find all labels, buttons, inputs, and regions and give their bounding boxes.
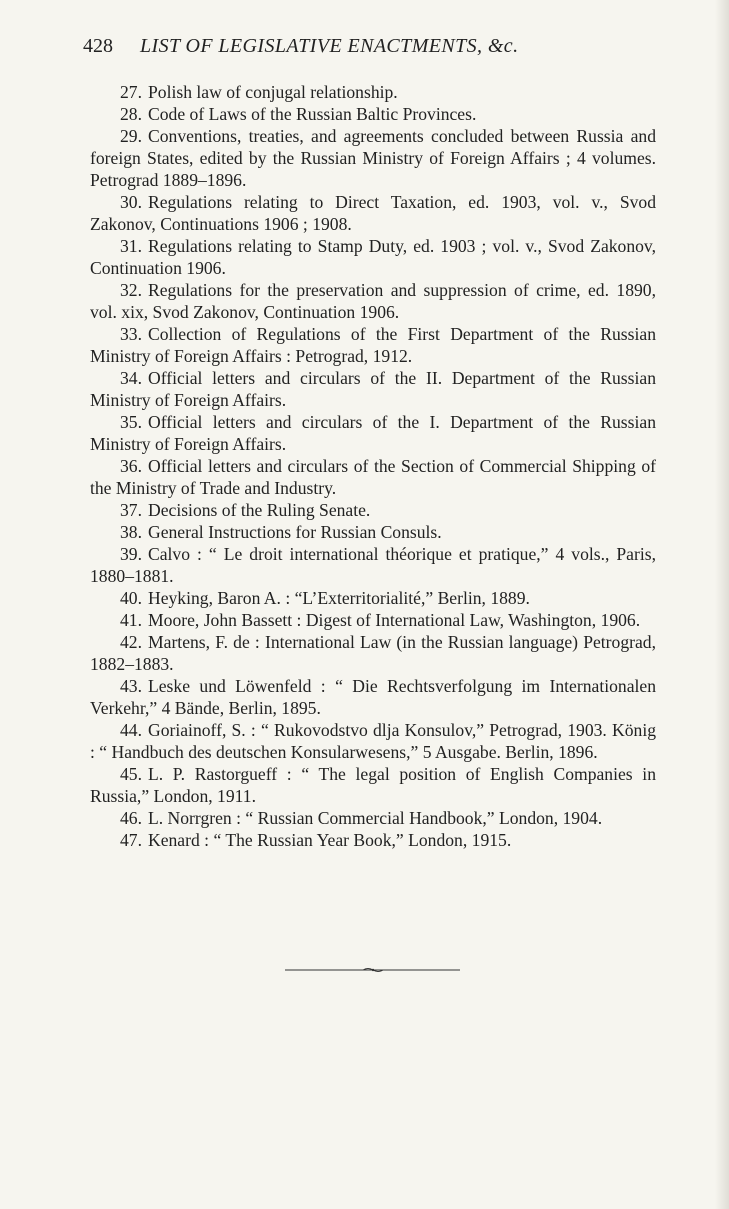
list-item	[90, 631, 656, 675]
list-item	[90, 125, 656, 191]
entry-text: Regulations relating to Stamp Duty, ed. 1903 ; vol. v., Svod Zakonov, Continuation 1906.	[90, 236, 656, 278]
list-item	[90, 367, 656, 411]
entry-number: 34.	[120, 368, 142, 388]
entry-text: Official letters and circulars of the I. Department of the Russian Ministry of Foreign Affairs.	[90, 412, 656, 454]
entry-number: 46.	[120, 808, 142, 828]
page-number: 428	[83, 35, 113, 57]
entry-number: 36.	[120, 456, 142, 476]
entry-number: 47.	[120, 830, 142, 850]
entry-text: Martens, F. de : International Law (in the Russian language) Petrograd, 1882–1883.	[90, 632, 656, 674]
list-item	[90, 323, 656, 367]
list-item	[90, 675, 656, 719]
entry-number: 41.	[120, 610, 142, 630]
entry-text: Official letters and circulars of the II. Department of the Russian Ministry of Foreign Affairs.	[90, 368, 656, 410]
page-header	[83, 33, 603, 59]
list-item	[90, 807, 656, 829]
entry-text: General Instructions for Russian Consuls.	[148, 522, 442, 542]
entry-number: 32.	[120, 280, 142, 300]
entry-text: Goriainoff, S. : “ Rukovodstvo dlja Konsulov,” Petrograd, 1903. König : “ Handbuch des deutschen Konsularwesens,” 5 Ausgabe. Berlin, 1896.	[90, 720, 656, 762]
entry-number: 40.	[120, 588, 142, 608]
entry-number: 30.	[120, 192, 142, 212]
list-item	[90, 411, 656, 455]
entry-text: Conventions, treaties, and agreements concluded between Russia and foreign States, edited by the Russian Ministry of Foreign Affairs ; 4 volumes. Petrograd 1889–1896.	[90, 126, 656, 190]
entry-list	[90, 81, 656, 851]
entry-number: 38.	[120, 522, 142, 542]
rule-ornament-icon	[285, 966, 460, 974]
entry-text: Regulations for the preservation and suppression of crime, ed. 1890, vol. xix, Svod Zakonov, Continuation 1906.	[90, 280, 656, 322]
list-item	[90, 455, 656, 499]
entry-text: L. Norrgren : “ Russian Commercial Handbook,” London, 1904.	[148, 808, 603, 828]
list-item	[90, 719, 656, 763]
entry-text: Calvo : “ Le droit international théorique et pratique,” 4 vols., Paris, 1880–1881.	[90, 544, 656, 586]
entry-number: 29.	[120, 126, 142, 146]
entry-number: 35.	[120, 412, 142, 432]
entry-number: 33.	[120, 324, 142, 344]
list-item	[90, 499, 656, 521]
entry-number: 42.	[120, 632, 142, 652]
list-item	[90, 191, 656, 235]
entry-text: Kenard : “ The Russian Year Book,” London, 1915.	[148, 830, 512, 850]
list-item	[90, 81, 656, 103]
list-item	[90, 543, 656, 587]
list-item	[90, 103, 656, 125]
entry-text: Official letters and circulars of the Section of Commercial Shipping of the Ministry of Trade and Industry.	[90, 456, 656, 498]
entry-text: Collection of Regulations of the First Department of the Russian Ministry of Foreign Affairs : Petrograd, 1912.	[90, 324, 656, 366]
list-item	[90, 279, 656, 323]
entry-text: Regulations relating to Direct Taxation, ed. 1903, vol. v., Svod Zakonov, Continuations 1906 ; 1908.	[90, 192, 656, 234]
entry-number: 43.	[120, 676, 142, 696]
entry-text: Decisions of the Ruling Senate.	[148, 500, 371, 520]
list-item	[90, 829, 656, 851]
entry-text: Moore, John Bassett : Digest of International Law, Washington, 1906.	[148, 610, 641, 630]
page-edge-shadow	[715, 0, 729, 1209]
entry-number: 27.	[120, 82, 142, 102]
entry-number: 44.	[120, 720, 142, 740]
list-item	[90, 587, 656, 609]
entry-number: 37.	[120, 500, 142, 520]
entry-number: 39.	[120, 544, 142, 564]
entry-number: 31.	[120, 236, 142, 256]
entry-number: 28.	[120, 104, 142, 124]
running-title: LIST OF LEGISLATIVE ENACTMENTS, &c.	[140, 35, 519, 57]
entry-text: Heyking, Baron A. : “L’Exterritorialité,” Berlin, 1889.	[148, 588, 530, 608]
entry-number: 45.	[120, 764, 142, 784]
entry-text: Polish law of conjugal relationship.	[148, 82, 398, 102]
entry-text: Leske und Löwenfeld : “ Die Rechtsverfolgung im Internationalen Verkehr,” 4 Bände, Berlin, 1895.	[90, 676, 656, 718]
list-item	[90, 763, 656, 807]
entry-text: Code of Laws of the Russian Baltic Provinces.	[148, 104, 477, 124]
list-item	[90, 521, 656, 543]
list-item	[90, 235, 656, 279]
list-item	[90, 609, 656, 631]
entry-text: L. P. Rastorgueff : “ The legal position of English Companies in Russia,” London, 1911.	[90, 764, 656, 806]
